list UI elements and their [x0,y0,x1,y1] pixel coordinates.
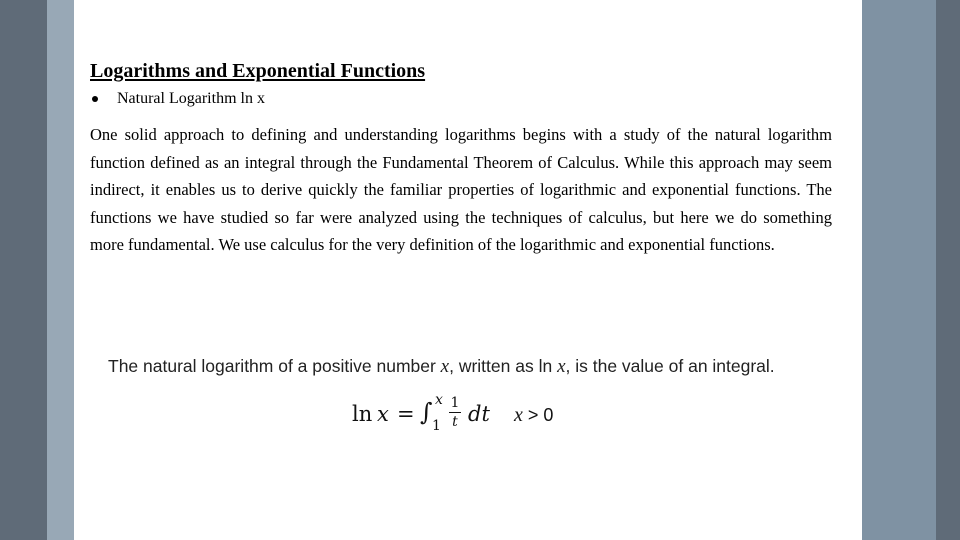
formula-differential: dt [468,402,490,426]
formula-equals: = [397,402,415,426]
formula-fraction [449,395,461,430]
integral-sign-icon: ∫ [420,398,433,426]
definition-var-2: x [557,356,566,377]
bullet-item [90,89,832,109]
right-outer-bar [936,0,960,540]
text-content [90,58,832,259]
left-inner-bar [47,0,74,540]
formula-condition [514,404,553,427]
body-paragraph: One solid approach to defining and understanding logarithms begins with a study of the natural logarithm function defined as an integral through the Fundamental Theorem of Calculus. While this approach may seem indirect, it enables us to derive quickly the familiar properties of logarithmic and exponential functions. The functions we have studied so far were analyzed using the techniques of calculus, but here we do something more fundamental. We use calculus for the very definition of the logarithmic and exponential functions. [90,125,832,254]
definition-var-1: x [440,356,450,377]
definition-part-3: , is the value of an integral. [565,356,775,376]
formula-upper-limit: x [435,392,443,408]
definition-sentence [108,356,775,378]
fraction-numerator: 1 [450,395,460,411]
formula-var: x [377,402,389,426]
slide-heading: Logarithms and Exponential Functions [90,60,426,82]
fraction-denominator: t [452,414,458,430]
condition-var: x [514,404,523,426]
formula-lower-limit: 1 [432,418,441,434]
bullet-text: Natural Logarithm ln x [117,90,265,107]
left-outer-bar [0,0,47,540]
condition-rest: > 0 [522,405,554,425]
fraction-bar [449,412,461,413]
bullet-dot-icon [92,96,98,102]
definition-part-2: , written as ln [449,356,558,376]
definition-part-1: The natural logarithm of a positive number [108,356,441,376]
right-inner-bar [862,0,936,540]
formula-ln: ln [352,402,373,426]
